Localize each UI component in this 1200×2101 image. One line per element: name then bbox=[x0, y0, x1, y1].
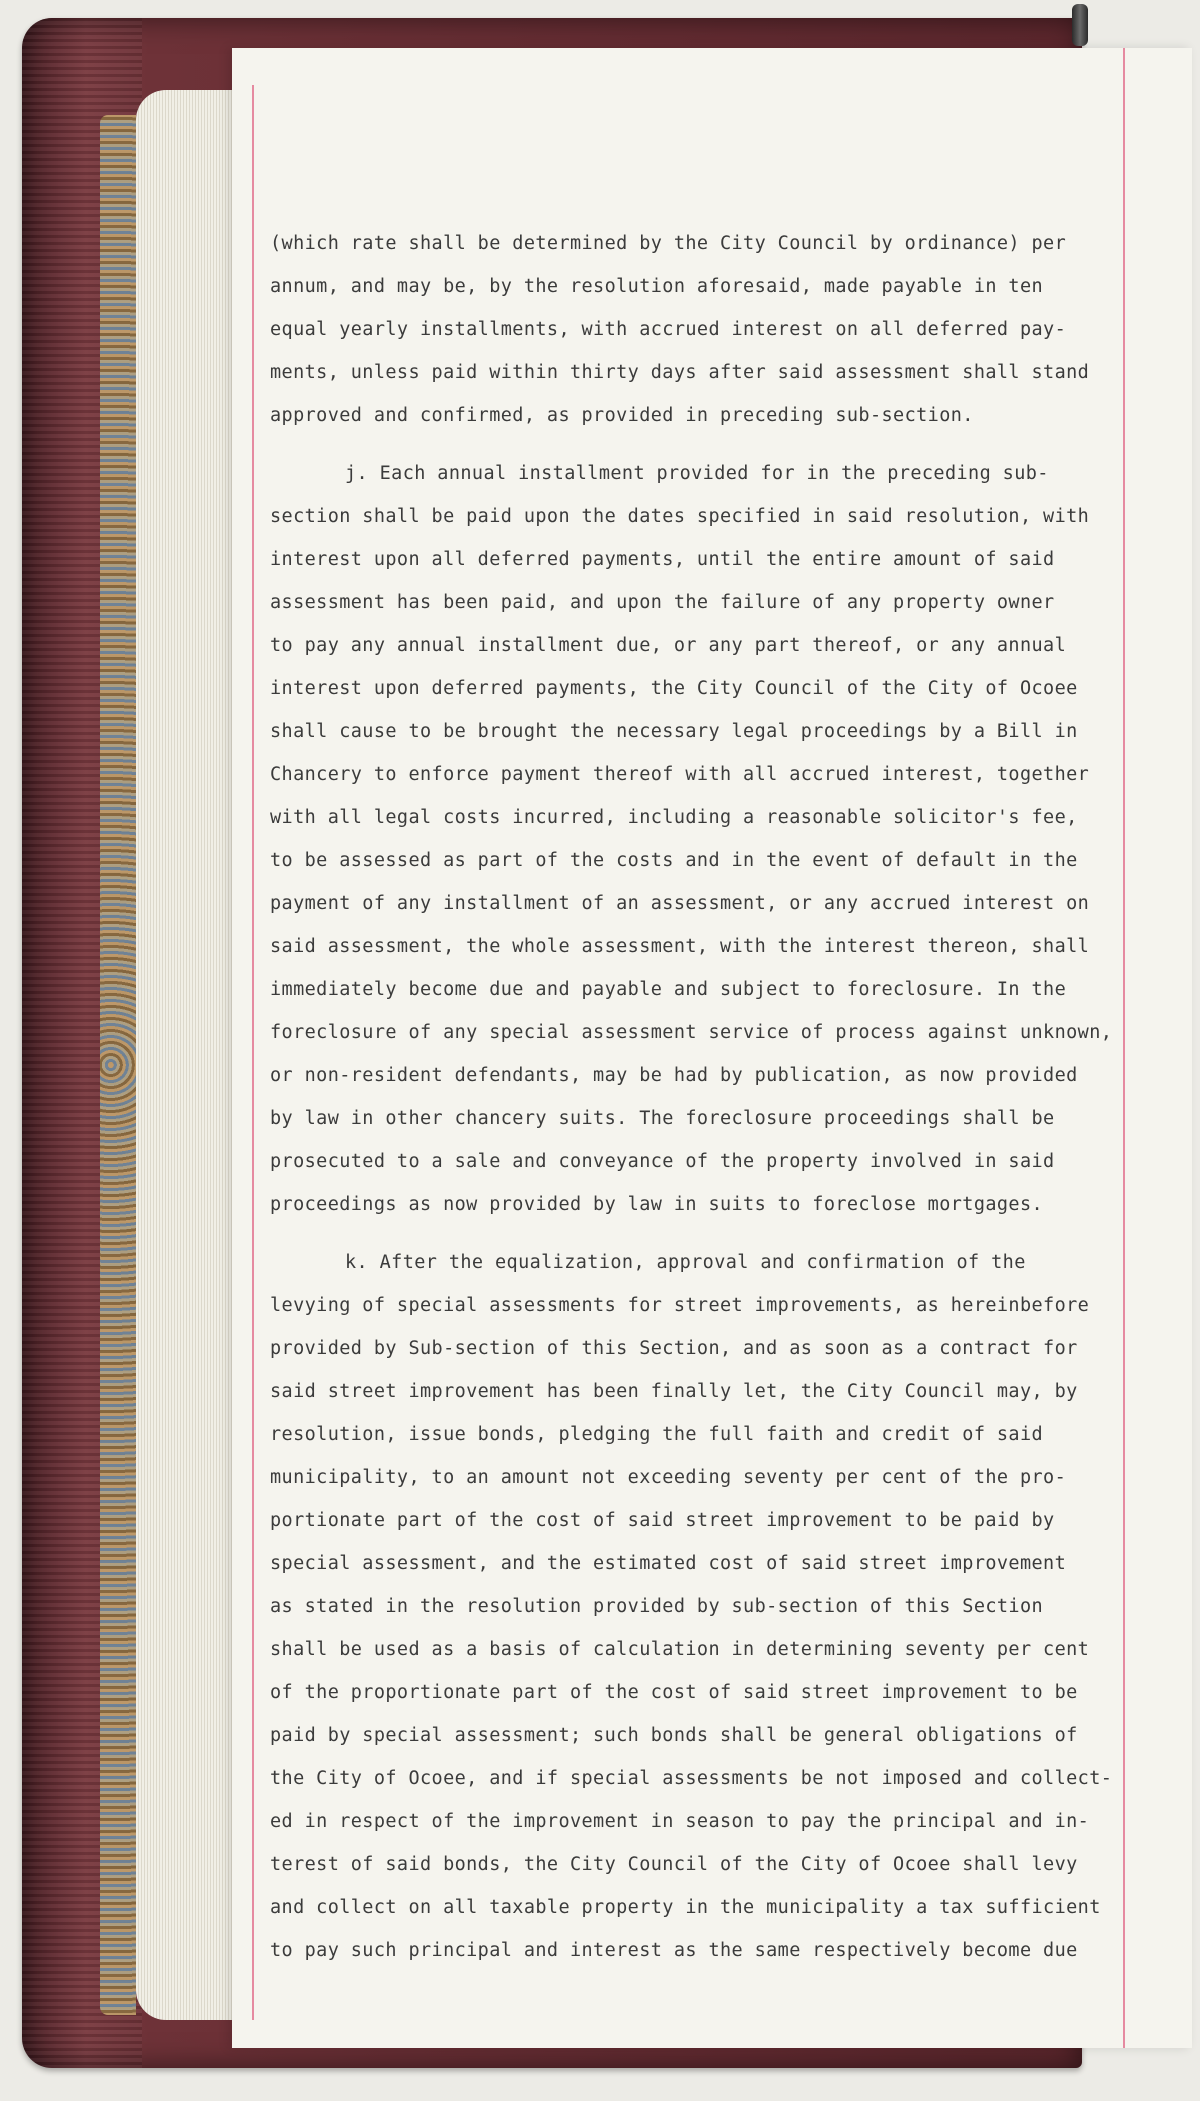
ledger-page bbox=[232, 48, 1192, 2048]
text-line: assessment has been paid, and upon the failure of any property owner bbox=[270, 592, 1055, 613]
marbled-page-edge bbox=[100, 115, 136, 2015]
paragraph-j-first-line: j. Each annual installment provided for in the preceding sub- bbox=[345, 463, 1049, 484]
text-line: interest upon deferred payments, the City Council of the City of Ocoee bbox=[270, 678, 1078, 699]
text-line: foreclosure of any special assessment service of process against unknown, bbox=[270, 1022, 1113, 1043]
text-line: shall cause to be brought the necessary legal proceedings by a Bill in bbox=[270, 721, 1078, 742]
text-line: prosecuted to a sale and conveyance of the property involved in said bbox=[270, 1151, 1055, 1172]
text-line: to pay any annual installment due, or any part thereof, or any annual bbox=[270, 635, 1067, 656]
text-line: the City of Ocoee, and if special assessments be not imposed and collect- bbox=[270, 1768, 1113, 1789]
text-line: annum, and may be, by the resolution aforesaid, made payable in ten bbox=[270, 276, 1044, 297]
text-line: ed in respect of the improvement in season to pay the principal and in- bbox=[270, 1811, 1090, 1832]
text-line: section shall be paid upon the dates specified in said resolution, with bbox=[270, 506, 1090, 527]
text-line: levying of special assessments for street improvements, as hereinbefore bbox=[270, 1295, 1090, 1316]
text-line: special assessment, and the estimated cost of said street improvement bbox=[270, 1553, 1067, 1574]
text-line: portionate part of the cost of said street improvement to be paid by bbox=[270, 1510, 1055, 1531]
text-line: provided by Sub-section of this Section, and as soon as a contract for bbox=[270, 1338, 1078, 1359]
text-line: said assessment, the whole assessment, with the interest thereon, shall bbox=[270, 936, 1090, 957]
text-line: as stated in the resolution provided by sub-section of this Section bbox=[270, 1596, 1044, 1617]
text-line: to pay such principal and interest as the same respectively become due bbox=[270, 1940, 1078, 1961]
text-line: by law in other chancery suits. The foreclosure proceedings shall be bbox=[270, 1108, 1055, 1129]
text-line: resolution, issue bonds, pledging the full faith and credit of said bbox=[270, 1424, 1044, 1445]
text-line: of the proportionate part of the cost of said street improvement to be bbox=[270, 1682, 1078, 1703]
text-line: approved and confirmed, as provided in preceding sub-section. bbox=[270, 405, 974, 426]
text-line: said street improvement has been finally let, the City Council may, by bbox=[270, 1381, 1078, 1402]
text-line: shall be used as a basis of calculation in determining seventy per cent bbox=[270, 1639, 1090, 1660]
text-line: terest of said bonds, the City Council of the City of Ocoee shall levy bbox=[270, 1854, 1078, 1875]
text-line: equal yearly installments, with accrued interest on all deferred pay- bbox=[270, 319, 1067, 340]
text-line: with all legal costs incurred, including a reasonable solicitor's fee, bbox=[270, 807, 1078, 828]
text-line: and collect on all taxable property in the municipality a tax sufficient bbox=[270, 1897, 1101, 1918]
text-line: to be assessed as part of the costs and in the event of default in the bbox=[270, 850, 1078, 871]
text-line: or non-resident defendants, may be had by publication, as now provided bbox=[270, 1065, 1078, 1086]
paragraph-k-first-line: k. After the equalization, approval and confirmation of the bbox=[345, 1252, 1026, 1273]
text-line: municipality, to an amount not exceeding seventy per cent of the pro- bbox=[270, 1467, 1067, 1488]
left-margin-rule bbox=[252, 85, 254, 2020]
text-line: immediately become due and payable and subject to foreclosure. In the bbox=[270, 979, 1067, 1000]
text-line: payment of any installment of an assessment, or any accrued interest on bbox=[270, 893, 1090, 914]
book-clasp bbox=[1072, 4, 1088, 46]
text-line: ments, unless paid within thirty days after said assessment shall stand bbox=[270, 362, 1090, 383]
right-margin-rule bbox=[1123, 48, 1125, 2048]
text-line: Chancery to enforce payment thereof with all accrued interest, together bbox=[270, 764, 1090, 785]
text-line: proceedings as now provided by law in suits to foreclose mortgages. bbox=[270, 1194, 1044, 1215]
text-line: paid by special assessment; such bonds shall be general obligations of bbox=[270, 1725, 1078, 1746]
text-line: (which rate shall be determined by the City Council by ordinance) per bbox=[270, 233, 1067, 254]
text-line: interest upon all deferred payments, until the entire amount of said bbox=[270, 549, 1055, 570]
